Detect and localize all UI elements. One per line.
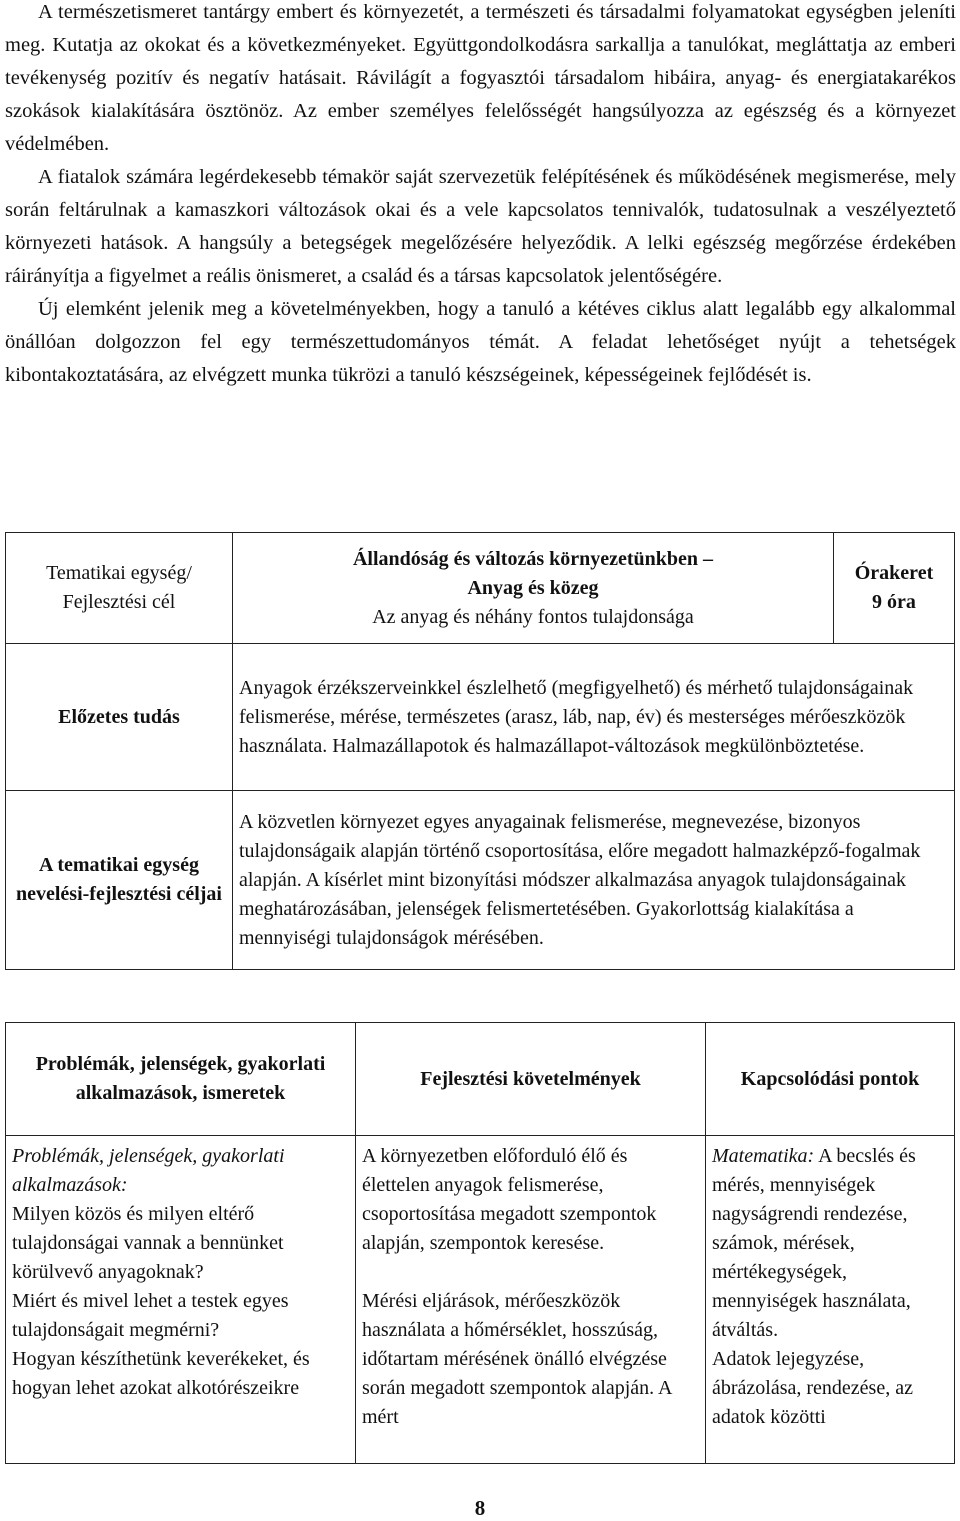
- problems-question-1: Milyen közös és milyen eltérő tulajdonságai vannak a bennünket körülvevő anyagoknak?: [12, 1203, 284, 1283]
- goals-label: A tematikai egység nevelési-fejlesztési céljai: [6, 791, 233, 970]
- content-header-row: [6, 1023, 955, 1136]
- goals-text: A közvetlen környezet egyes anyagainak felismerése, megnevezése, bizonyos tulajdonságaik alapján történő csoportosítása, előre megadott halmazképző-fogalmak alapján. A kísérlet mint bizonyítási módszer alkalmazása anyagok tulajdonságainak meghatározásában, jelenségek felismertetésében. Gyakorlottság kialakítása a mennyiségi tulajdonságok mérésében.: [233, 791, 955, 970]
- connections-paragraph-1: [712, 1142, 948, 1345]
- unit-label-cell: [6, 533, 233, 644]
- goals-row: [6, 791, 955, 970]
- prior-knowledge-row: [6, 644, 955, 791]
- header-problems: Problémák, jelenségek, gyakorlati alkalmazások, ismeretek: [6, 1023, 356, 1136]
- problems-question-2: Miért és mivel lehet a testek egyes tulajdonságait megmérni?: [12, 1290, 289, 1341]
- unit-header-row: [6, 533, 955, 644]
- connections-subject-label: Matematika:: [712, 1145, 815, 1167]
- unit-title-cell: [233, 533, 834, 644]
- requirements-paragraph-1: A környezetben előforduló élő és élettelen anyagok felismerése, csoportosítása megadott szempontok alapján, szempontok keresése.: [362, 1145, 657, 1254]
- hours-label: Órakeret: [854, 562, 934, 584]
- unit-title-line1: Állandóság és változás környezetünkben –: [352, 547, 714, 570]
- content-body-row: [6, 1136, 955, 1464]
- intro-paragraph-3: Új elemként jelenik meg a követelményekben, hogy a tanuló a kétéves ciklus alatt legalább egy alkalommal önállóan dolgozzon fel egy természettudományos témát. A feladat lehetőséget nyújt a tehetségek kibontakoztatására, az elvégzett munka tükrözi a tanuló készségeinek, képességeinek fejlődését is.: [5, 298, 956, 386]
- unit-subtitle: Az anyag és néhány fontos tulajdonsága: [372, 605, 694, 628]
- unit-table: [5, 532, 955, 970]
- connections-text-2: Adatok lejegyzése, ábrázolása, rendezése, az adatok közötti: [712, 1348, 913, 1428]
- hours-cell: [834, 533, 955, 644]
- connections-cell: [706, 1136, 955, 1464]
- unit-label: Tematikai egység/ Fejlesztési cél: [46, 562, 192, 613]
- requirements-cell: [356, 1136, 706, 1464]
- problems-cell: [6, 1136, 356, 1464]
- problems-question-3: Hogyan készíthetünk keverékeket, és hogyan lehet azokat alkotórészeikre: [12, 1348, 310, 1399]
- intro-paragraph-1: A természetismeret tantárgy embert és környezetét, a természeti és társadalmi folyamatokat egységben jeleníti meg. Kutatja az okokat és a következményeket. Együttgondolkodásra sarkallja a tanulókat, megláttatja az emberi tevékenység pozitív és negatív hatásait. Rávilágít a fogyasztói társadalom hibáira, anyag- és energiatakarékos szokások kialakítására ösztönöz. Az ember személyes felelősségét hangsúlyozza az egészség és a környezet védelmében.: [5, 1, 956, 155]
- hours-value: 9 óra: [872, 591, 916, 613]
- prior-knowledge-text: Anyagok érzékszerveinkkel észlelhető (megfigyelhető) és mérhető tulajdonságainak felismerése, mérése, természetes (arasz, láb, nap, év) és mesterséges mérőeszközök használata. Halmazállapotok és halmazállapot-változások megkülönböztetése.: [233, 644, 955, 791]
- connections-text-1: A becslés és mérés, mennyiségek nagyságrendi rendezése, számok, mérések, mértékegységek, mennyiségek használata, átváltás.: [712, 1145, 916, 1341]
- content-table: [5, 1022, 955, 1464]
- prior-knowledge-label: Előzetes tudás: [6, 644, 233, 791]
- intro-text: [5, 0, 956, 392]
- header-requirements: Fejlesztési követelmények: [356, 1023, 706, 1136]
- problems-label: Problémák, jelenségek, gyakorlati alkalmazások:: [12, 1145, 285, 1196]
- header-connections: Kapcsolódási pontok: [706, 1023, 955, 1136]
- requirements-paragraph-2: Mérési eljárások, mérőeszközök használata a hőmérséklet, hosszúság, időtartam mérésének önálló elvégzése során megadott szempontok alapján. A mért: [362, 1290, 672, 1428]
- intro-paragraph-2: A fiatalok számára legérdekesebb témakör saját szervezetük felépítésének és működésének megismerése, mely során feltárulnak a kamaszkori változások okai és a vele kapcsolatos tennivalók, tudatosulnak a veszélyeztető környezeti hatások. A hangsúly a betegségek megelőzésére helyeződik. A lelki egészség megőrzése érdekében ráirányítja a figyelmet a reális önismeret, a család és a társas kapcsolatok jelentőségére.: [5, 166, 956, 287]
- unit-title-line2: Anyag és közeg: [467, 576, 599, 599]
- page-number: 8: [474, 1496, 486, 1520]
